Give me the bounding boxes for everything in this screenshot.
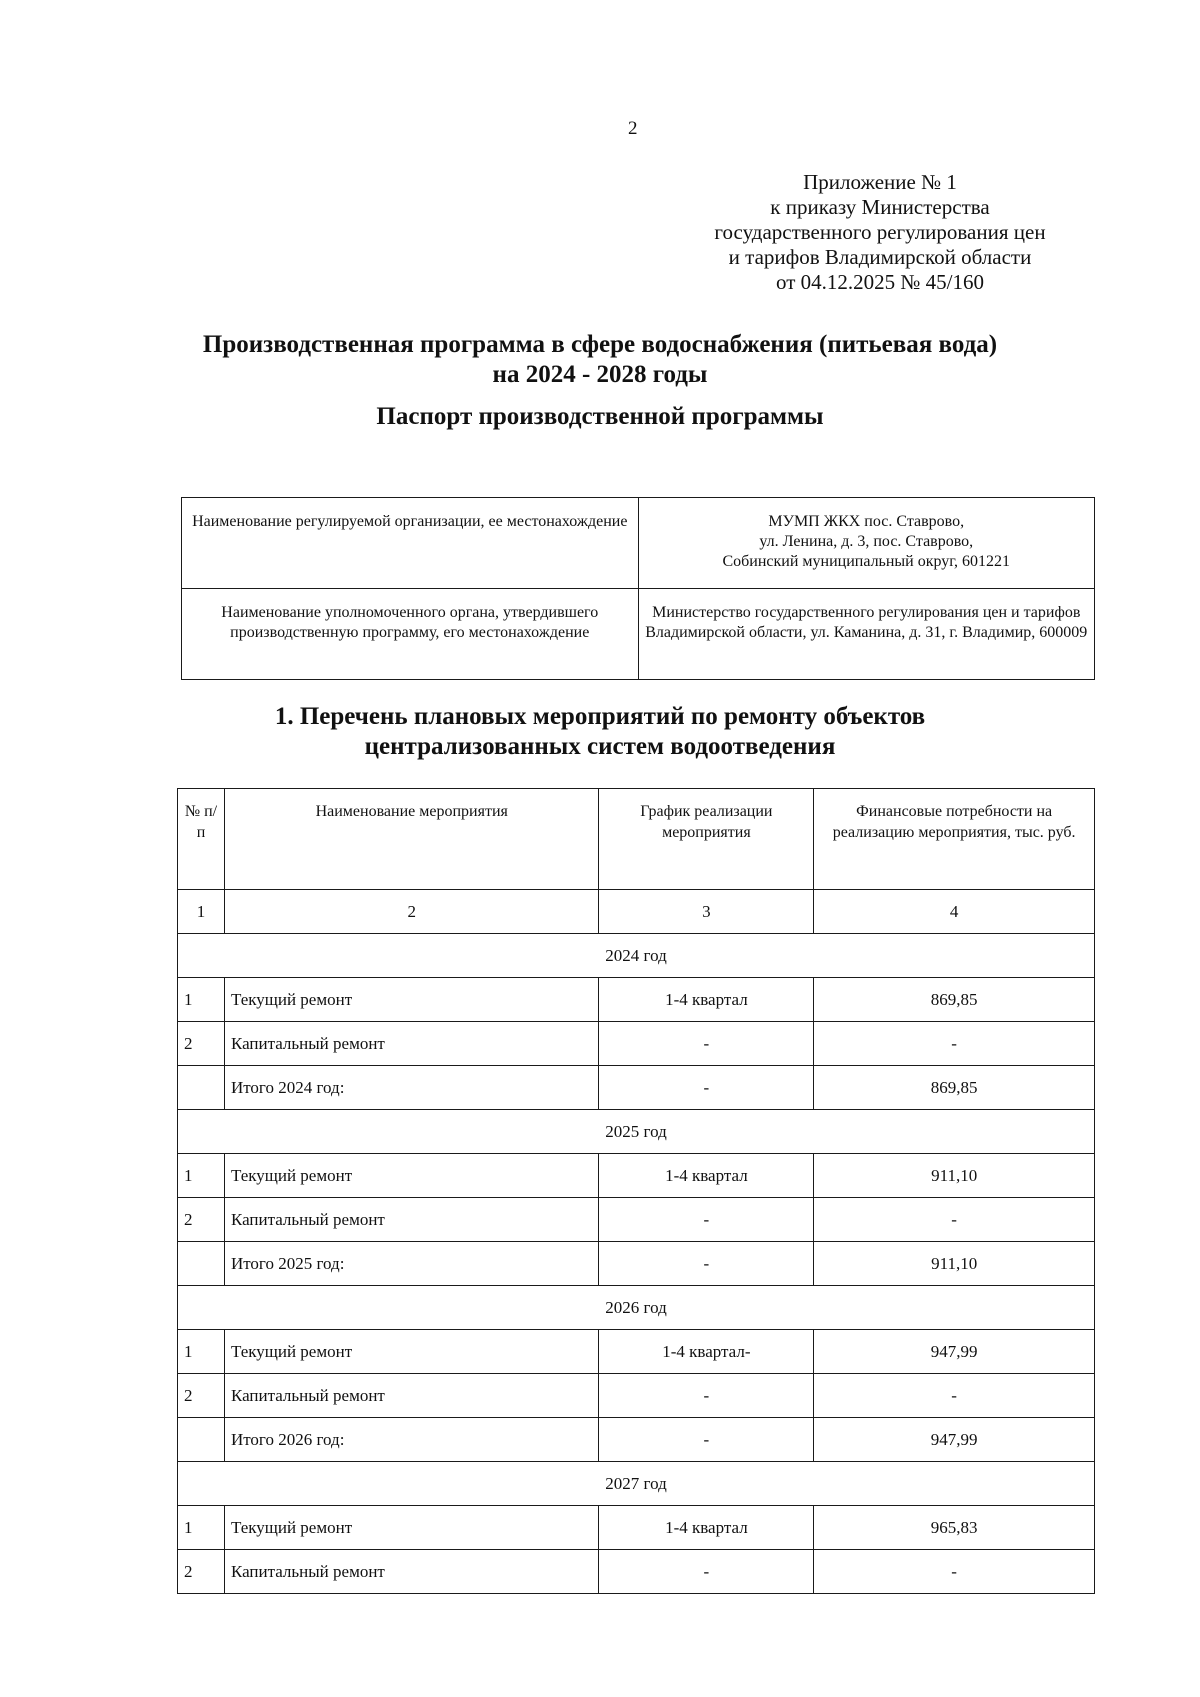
passport-heading: Паспорт производственной программы	[376, 403, 824, 430]
column-number: 1	[178, 890, 225, 934]
appendix-line: Приложение № 1	[803, 170, 957, 194]
column-header: Наименование мероприятия	[224, 789, 599, 890]
activity-name: Текущий ремонт	[224, 978, 599, 1022]
table-row	[178, 1154, 1095, 1198]
section-heading	[150, 702, 1050, 762]
total-label: Итого 2026 год:	[224, 1418, 599, 1462]
appendix-line: от 04.12.2025 № 45/160	[775, 270, 985, 294]
column-number-row	[178, 890, 1095, 934]
passport-value: Министерство государственного регулирования цен и тарифов Владимирской области, ул. Каманина, д. 31, г. Владимир, 600009	[638, 589, 1095, 680]
column-header: № п/п	[178, 789, 225, 890]
row-number: 2	[178, 1550, 225, 1594]
year-label: 2027 год	[178, 1462, 1095, 1506]
passport-value	[638, 498, 1095, 589]
column-header: Финансовые потребности на реализацию мероприятия, тыс. руб.	[814, 789, 1095, 890]
table-header-row	[178, 789, 1095, 890]
total-amount: 869,85	[814, 1066, 1095, 1110]
value-line: Собинский муниципальный округ, 601221	[722, 553, 1011, 570]
row-number: 1	[178, 978, 225, 1022]
passport-label: Наименование регулируемой организации, ее местонахождение	[182, 498, 639, 589]
appendix-line: и тарифов Владимирской области	[728, 245, 1032, 269]
section-line: централизованных систем водоотведения	[364, 733, 836, 760]
schedule: -	[599, 1022, 814, 1066]
passport-row-authority	[182, 589, 1095, 680]
row-number: 2	[178, 1198, 225, 1242]
table-row	[178, 1198, 1095, 1242]
schedule: 1-4 квартал	[599, 1506, 814, 1550]
amount: -	[814, 1198, 1095, 1242]
row-number-empty	[178, 1418, 225, 1462]
passport-row-organization	[182, 498, 1095, 589]
title-line: на 2024 - 2028 годы	[492, 361, 708, 388]
total-row	[178, 1242, 1095, 1286]
appendix-block	[680, 170, 1080, 295]
amount: -	[814, 1550, 1095, 1594]
column-number: 3	[599, 890, 814, 934]
plan-table	[177, 788, 1095, 1594]
total-label: Итого 2024 год:	[224, 1066, 599, 1110]
table-row	[178, 978, 1095, 1022]
column-number: 2	[224, 890, 599, 934]
page-number: 2	[628, 118, 638, 139]
row-number: 1	[178, 1330, 225, 1374]
activity-name: Текущий ремонт	[224, 1506, 599, 1550]
column-header: График реализации мероприятия	[599, 789, 814, 890]
passport-table	[181, 497, 1095, 680]
activity-name: Капитальный ремонт	[224, 1550, 599, 1594]
activity-name: Капитальный ремонт	[224, 1374, 599, 1418]
appendix-line: государственного регулирования цен	[714, 220, 1046, 244]
activity-name: Текущий ремонт	[224, 1330, 599, 1374]
total-row	[178, 1418, 1095, 1462]
year-row	[178, 1462, 1095, 1506]
row-number: 1	[178, 1154, 225, 1198]
total-amount: 911,10	[814, 1242, 1095, 1286]
total-amount: 947,99	[814, 1418, 1095, 1462]
amount: 947,99	[814, 1330, 1095, 1374]
activity-name: Капитальный ремонт	[224, 1022, 599, 1066]
row-number-empty	[178, 1242, 225, 1286]
column-number: 4	[814, 890, 1095, 934]
activity-name: Капитальный ремонт	[224, 1198, 599, 1242]
value-line: МУМП ЖКХ пос. Ставрово,	[768, 513, 965, 530]
schedule: 1-4 квартал-	[599, 1330, 814, 1374]
title-line: Производственная программа в сфере водоснабжения (питьевая вода)	[202, 331, 998, 358]
year-row	[178, 1110, 1095, 1154]
table-row	[178, 1374, 1095, 1418]
table-row	[178, 1506, 1095, 1550]
total-label: Итого 2025 год:	[224, 1242, 599, 1286]
year-label: 2024 год	[178, 934, 1095, 978]
activity-name: Текущий ремонт	[224, 1154, 599, 1198]
amount: 911,10	[814, 1154, 1095, 1198]
schedule: -	[599, 1550, 814, 1594]
schedule: -	[599, 1198, 814, 1242]
schedule: -	[599, 1418, 814, 1462]
year-row	[178, 1286, 1095, 1330]
total-row	[178, 1066, 1095, 1110]
row-number: 2	[178, 1022, 225, 1066]
year-label: 2026 год	[178, 1286, 1095, 1330]
passport-label: Наименование уполномоченного органа, утвердившего производственную программу, его местонахождение	[182, 589, 639, 680]
row-number-empty	[178, 1066, 225, 1110]
year-label: 2025 год	[178, 1110, 1095, 1154]
row-number: 1	[178, 1506, 225, 1550]
value-line: ул. Ленина, д. 3, пос. Ставрово,	[759, 533, 974, 550]
schedule: -	[599, 1374, 814, 1418]
schedule: -	[599, 1242, 814, 1286]
schedule: 1-4 квартал	[599, 978, 814, 1022]
table-row	[178, 1022, 1095, 1066]
amount: -	[814, 1022, 1095, 1066]
amount: 965,83	[814, 1506, 1095, 1550]
schedule: -	[599, 1066, 814, 1110]
amount: -	[814, 1374, 1095, 1418]
schedule: 1-4 квартал	[599, 1154, 814, 1198]
table-row	[178, 1550, 1095, 1594]
table-row	[178, 1330, 1095, 1374]
year-row	[178, 934, 1095, 978]
row-number: 2	[178, 1374, 225, 1418]
document-title	[150, 330, 1050, 390]
section-line: 1. Перечень плановых мероприятий по ремонту объектов	[274, 703, 926, 730]
appendix-line: к приказу Министерства	[770, 195, 990, 219]
amount: 869,85	[814, 978, 1095, 1022]
